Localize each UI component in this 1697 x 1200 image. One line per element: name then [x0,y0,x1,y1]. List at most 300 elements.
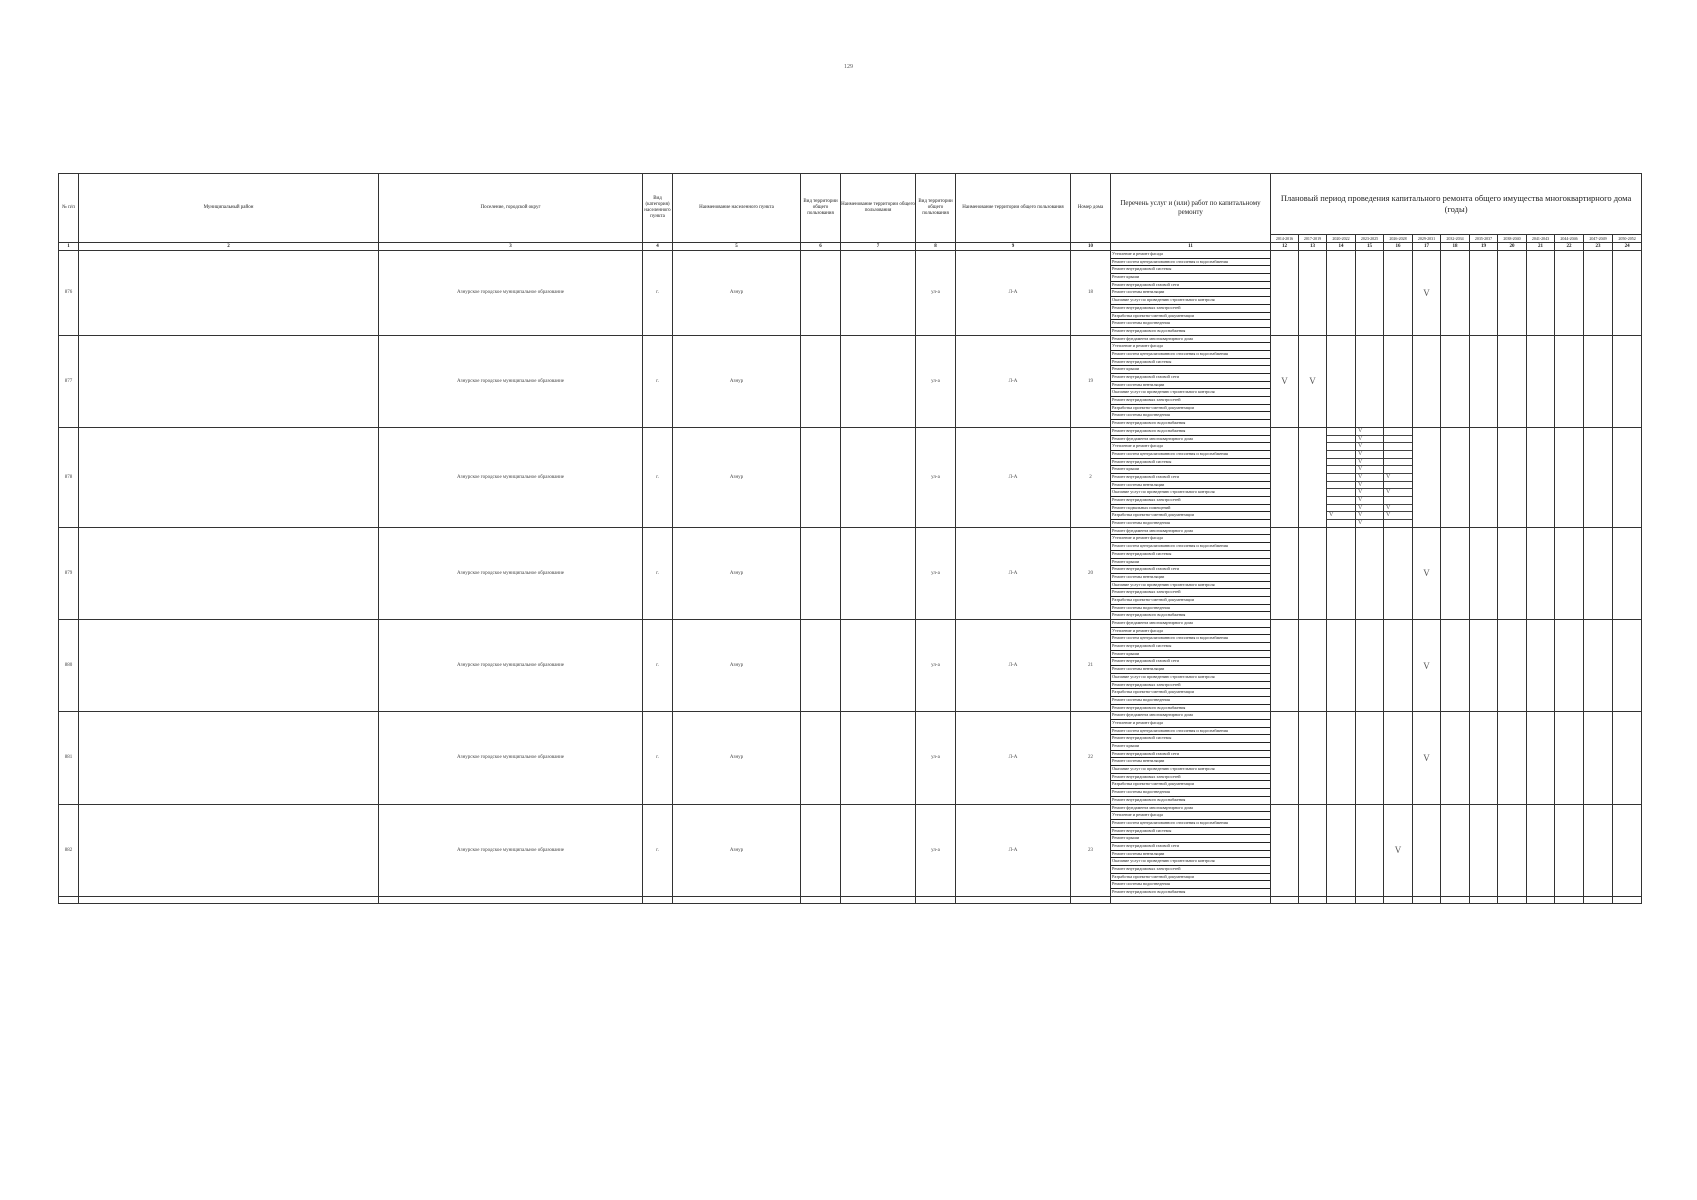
work-item: Ремонт внутридомовых электросетей [1111,774,1270,782]
plan-cell-23 [1584,335,1613,427]
year-header: 2020-2022 [1327,235,1356,243]
settlement-cell: Азнурское городское муниципальное образование [379,251,643,336]
work-item: Ремонт фундамента многоквартирного дома [1111,805,1270,813]
work-item: Утепление и ремонт фасада [1111,812,1270,820]
work-item: Ремонт крыши [1111,559,1270,567]
plan-cell-16: V [1384,804,1413,896]
plan-cell-18 [1441,335,1470,427]
work-item: Разработка проектно-сметной документации [1111,689,1270,697]
street-name-cell [841,620,916,712]
locality-cell: Азнур [673,427,801,527]
work-item: Разработка проектно-сметной документации [1111,313,1270,321]
header-works: Перечень услуг и (или) работ по капитальному ремонту [1111,174,1271,243]
plan-cell-21 [1527,804,1555,896]
works-cell [1111,712,1271,804]
settlement-cell: Азнурское городское муниципальное образование [379,804,643,896]
column-number: 13 [1299,243,1327,251]
plan-subcell [1327,443,1355,451]
street-type-2-cell: ул-а [916,804,956,896]
work-item: Оказание услуг по проведению строительного контроля [1111,674,1270,682]
column-number: 22 [1555,243,1584,251]
year-header: 2029-2031 [1413,235,1441,243]
plan-subcell [1327,428,1355,436]
plan-cell-21 [1527,620,1555,712]
work-item: Утепление и ремонт фасада [1111,443,1270,451]
street-type-cell [801,427,841,527]
plan-cell-19 [1470,335,1498,427]
work-item: Ремонт внутридомового водоснабжения [1112,796,1186,802]
settlement-cell: Азнурское городское муниципальное образование [379,335,643,427]
plan-subcell: V [1356,436,1383,444]
plan-subcell: V [1356,428,1383,436]
year-header: 2044-2046 [1555,235,1584,243]
plan-cell-24 [1613,251,1642,336]
plan-cell-18 [1441,804,1470,896]
plan-subcell: V [1384,512,1412,520]
work-item: Оказание услуг по проведению строительного контроля [1111,297,1270,305]
locality-type-cell: г. [643,251,673,336]
work-item: Ремонт систем централизованного отопления и водоснабжения [1111,820,1270,828]
plan-subcell: V [1356,512,1383,520]
year-header: 2038-2040 [1498,235,1527,243]
locality-cell: Азнур [673,251,801,336]
empty-cell [1356,896,1384,903]
plan-subcell [1327,520,1355,527]
work-item: Разработка проектно-сметной документации [1111,874,1270,882]
plan-cell-16 [1384,527,1413,619]
empty-cell [1384,896,1413,903]
plan-cell-17 [1413,335,1441,427]
plan-cell-15 [1356,712,1384,804]
plan-cell-20 [1498,804,1527,896]
table-row [59,527,1642,619]
street-name-cell [841,251,916,336]
column-number: 8 [916,243,956,251]
year-header: 2035-2037 [1470,235,1498,243]
street-name-2-cell: Л-А [956,335,1071,427]
plan-cell-24 [1613,427,1642,527]
plan-subcell [1384,466,1412,474]
plan-subcell: V [1384,489,1412,497]
work-item: Ремонт внутридомовых электросетей [1111,397,1270,405]
work-item: Ремонт внутридомовой газовой сети [1111,566,1270,574]
plan-cell-12 [1271,251,1299,336]
work-item: Ремонт крыши [1111,835,1270,843]
house-cell: 18 [1071,251,1111,336]
column-number: 20 [1498,243,1527,251]
plan-cell-20 [1498,712,1527,804]
street-name-2-cell: Л-А [956,620,1071,712]
work-item: Разработка проектно-сметной документации [1111,781,1270,789]
plan-cell-20 [1498,527,1527,619]
column-number: 11 [1111,243,1271,251]
work-item: Утепление и ремонт фасада [1111,343,1270,351]
district-cell [79,251,379,336]
row-number: 881 [59,712,79,804]
header-street-name: Наименование территории общего пользования [841,174,916,243]
plan-cell-19 [1470,712,1498,804]
row-number: 879 [59,527,79,619]
street-type-cell [801,804,841,896]
plan-cell-24 [1613,712,1642,804]
district-cell [79,427,379,527]
work-item: Ремонт внутридомовой системы [1111,266,1270,274]
year-header: 2023-2025 [1356,235,1384,243]
page-number: 129 [844,64,853,70]
street-name-2-cell: Л-А [956,527,1071,619]
plan-cell-14 [1327,527,1356,619]
year-header: 2026-2028 [1384,235,1413,243]
empty-cell [79,896,379,903]
work-item: Оказание услуг по проведению строительного контроля [1111,858,1270,866]
work-item: Ремонт системы водоотведения [1111,320,1270,328]
work-item: Ремонт внутридомовых электросетей [1111,682,1270,690]
work-item: Утепление и ремонт фасада [1111,535,1270,543]
plan-cell-14 [1327,620,1356,712]
works-cell [1111,251,1271,336]
empty-cell [1271,896,1299,903]
plan-subcell [1327,459,1355,467]
work-item: Оказание услуг по проведению строительного контроля [1111,766,1270,774]
plan-subcell: V [1356,505,1383,513]
plan-cell-16 [1384,427,1413,527]
plan-subcell: V [1356,466,1383,474]
work-item: Ремонт системы вентиляции [1111,574,1270,582]
plan-cell-17: V [1413,527,1441,619]
work-item: Ремонт системы водоотведения [1111,605,1270,613]
plan-cell-17: V [1413,712,1441,804]
plan-cell-12: V [1271,335,1299,427]
header-district: Муниципальный район [79,174,379,243]
header-street-type-2: Вид территории общего пользования [916,174,956,243]
house-cell: 2 [1071,427,1111,527]
work-item: Ремонт систем централизованного отопления и водоснабжения [1111,728,1270,736]
settlement-cell: Азнурское городское муниципальное образование [379,527,643,619]
plan-cell-21 [1527,427,1555,527]
street-name-cell [841,527,916,619]
locality-type-cell: г. [643,712,673,804]
plan-cell-12 [1271,712,1299,804]
work-item: Ремонт внутридомовых электросетей [1111,497,1270,505]
empty-cell [643,896,673,903]
district-cell [79,527,379,619]
plan-subcell [1384,451,1412,459]
work-item: Ремонт фундамента многоквартирного дома [1111,436,1270,444]
plan-cell-13 [1299,620,1327,712]
empty-cell [916,896,956,903]
plan-cell-23 [1584,712,1613,804]
plan-subcell [1327,497,1355,505]
plan-subcell: V [1356,459,1383,467]
empty-cell [1498,896,1527,903]
column-number: 23 [1584,243,1613,251]
plan-cell-23 [1584,251,1613,336]
column-number: 1 [59,243,79,251]
work-item: Ремонт крыши [1111,274,1270,282]
header-row [59,174,1642,235]
plan-cell-17: V [1413,251,1441,336]
work-item: Ремонт внутридомовых электросетей [1111,589,1270,597]
locality-type-cell: г. [643,335,673,427]
settlement-cell: Азнурское городское муниципальное образование [379,712,643,804]
plan-cell-23 [1584,427,1613,527]
work-item: Ремонт фундамента многоквартирного дома [1111,712,1270,720]
plan-cell-18 [1441,527,1470,619]
header-locality-type: Вид (категория) населенного пункта [643,174,673,243]
work-item: Ремонт внутридомовой системы [1111,459,1270,467]
year-header: 2032-2034 [1441,235,1470,243]
plan-subcell [1384,443,1412,451]
column-number: 10 [1071,243,1111,251]
empty-cell [841,896,916,903]
street-type-cell [801,620,841,712]
plan-cell-15 [1356,427,1384,527]
plan-cell-15 [1356,804,1384,896]
street-name-cell [841,427,916,527]
plan-cell-21 [1527,712,1555,804]
table-row-continued [59,896,1642,903]
street-type-2-cell: ул-а [916,251,956,336]
plan-cell-17: V [1413,620,1441,712]
settlement-cell: Азнурское городское муниципальное образование [379,620,643,712]
empty-cell [1584,896,1613,903]
empty-cell [673,896,801,903]
plan-cell-16 [1384,620,1413,712]
plan-cell-15 [1356,335,1384,427]
plan-cell-14 [1327,804,1356,896]
work-item: Ремонт систем централизованного отопления и водоснабжения [1111,451,1270,459]
column-number: 7 [841,243,916,251]
work-item: Ремонт системы вентиляции [1111,666,1270,674]
work-item: Ремонт внутридомовой газовой сети [1111,282,1270,290]
work-item: Ремонт крыши [1111,743,1270,751]
work-item: Ремонт внутридомового водоснабжения [1112,889,1186,895]
column-number: 14 [1327,243,1356,251]
work-item: Ремонт внутридомовой системы [1111,643,1270,651]
work-item: Утепление и ремонт фасада [1111,251,1270,259]
column-number: 15 [1356,243,1384,251]
settlement-cell: Азнурское городское муниципальное образование [379,427,643,527]
plan-cell-14 [1327,427,1356,527]
street-type-2-cell: ул-а [916,620,956,712]
table-row [59,620,1642,712]
plan-cell-19 [1470,620,1498,712]
plan-cell-22 [1555,527,1584,619]
header-street-name-2: Наименование территории общего пользования [956,174,1071,243]
plan-subcell: V [1356,482,1383,490]
plan-cell-16 [1384,251,1413,336]
column-number: 16 [1384,243,1413,251]
year-header: 2047-2049 [1584,235,1613,243]
empty-cell [801,896,841,903]
work-item: Разработка проектно-сметной документации [1111,512,1270,520]
plan-cell-19 [1470,251,1498,336]
house-cell: 22 [1071,712,1111,804]
column-number: 9 [956,243,1071,251]
header-settlement: Поселение, городской округ [379,174,643,243]
plan-cell-22 [1555,712,1584,804]
plan-cell-20 [1498,335,1527,427]
plan-subcell: V [1356,489,1383,497]
column-number: 18 [1441,243,1470,251]
locality-cell: Азнур [673,527,801,619]
work-item: Оказание услуг по проведению строительного контроля [1111,582,1270,590]
work-item: Оказание услуг по проведению строительного контроля [1111,389,1270,397]
work-item: Ремонт системы водоотведения [1112,520,1170,526]
plan-subcell [1327,451,1355,459]
locality-cell: Азнур [673,620,801,712]
work-item: Ремонт внутридомовой системы [1111,551,1270,559]
work-item: Ремонт внутридомовой системы [1111,359,1270,367]
plan-cell-12 [1271,427,1299,527]
plan-cell-16 [1384,712,1413,804]
street-name-cell [841,335,916,427]
work-item: Ремонт внутридомового водоснабжения [1112,327,1186,333]
street-type-cell [801,251,841,336]
work-item: Ремонт внутридомовых электросетей [1111,866,1270,874]
empty-cell [59,896,79,903]
work-item: Ремонт системы водоотведения [1111,881,1270,889]
work-item: Ремонт системы водоотведения [1111,789,1270,797]
plan-cell-14 [1327,251,1356,336]
plan-cell-22 [1555,335,1584,427]
row-number: 878 [59,427,79,527]
work-item: Ремонт внутридомового водоснабжения [1112,612,1186,618]
plan-cell-22 [1555,251,1584,336]
plan-cell-15 [1356,527,1384,619]
work-item: Ремонт фундамента многоквартирного дома [1111,336,1270,344]
work-item: Ремонт крыши [1111,651,1270,659]
empty-cell [1470,896,1498,903]
house-cell: 20 [1071,527,1111,619]
plan-subcell [1384,482,1412,490]
plan-subcell [1384,459,1412,467]
work-item: Утепление и ремонт фасада [1111,720,1270,728]
works-cell [1111,804,1271,896]
year-header: 2017-2019 [1299,235,1327,243]
plan-cell-22 [1555,620,1584,712]
plan-cell-17 [1413,427,1441,527]
empty-cell [1527,896,1555,903]
street-name-cell [841,804,916,896]
works-cell [1111,527,1271,619]
plan-subcell [1327,474,1355,482]
empty-cell [1071,896,1111,903]
row-number: 880 [59,620,79,712]
column-number: 2 [79,243,379,251]
plan-cell-14 [1327,712,1356,804]
plan-subcell [1327,466,1355,474]
capital-repair-table [58,173,1642,904]
district-cell [79,335,379,427]
plan-cell-17 [1413,804,1441,896]
plan-cell-15 [1356,251,1384,336]
work-item: Ремонт крыши [1111,466,1270,474]
plan-subcell: V [1356,497,1383,505]
work-item: Ремонт фундамента многоквартирного дома [1111,620,1270,628]
work-item: Ремонт систем централизованного отопления и водоснабжения [1111,635,1270,643]
street-name-2-cell: Л-А [956,712,1071,804]
plan-subcell: V [1356,443,1383,451]
plan-cell-13 [1299,804,1327,896]
column-number: 4 [643,243,673,251]
plan-cell-18 [1441,251,1470,336]
works-cell [1111,427,1271,527]
empty-cell [1441,896,1470,903]
plan-cell-12 [1271,620,1299,712]
street-name-cell [841,712,916,804]
work-item: Ремонт системы вентиляции [1111,758,1270,766]
work-item: Ремонт системы водоотведения [1111,697,1270,705]
plan-cell-21 [1527,335,1555,427]
work-item: Ремонт крыши [1111,366,1270,374]
plan-cell-13 [1299,527,1327,619]
plan-cell-24 [1613,620,1642,712]
work-item: Ремонт внутридомовой газовой сети [1111,751,1270,759]
column-number: 6 [801,243,841,251]
street-type-cell [801,335,841,427]
street-name-2-cell: Л-А [956,427,1071,527]
header-locality: Наименование населенного пункта [673,174,801,243]
plan-subcell [1327,489,1355,497]
plan-cell-24 [1613,527,1642,619]
year-header: 2041-2043 [1527,235,1555,243]
work-item: Ремонт внутридомового водоснабжения [1112,704,1186,710]
district-cell [79,804,379,896]
plan-cell-20 [1498,427,1527,527]
work-item: Ремонт системы вентиляции [1111,289,1270,297]
work-item: Оказание услуг по проведению строительного контроля [1111,489,1270,497]
plan-cell-23 [1584,804,1613,896]
column-number: 24 [1613,243,1642,251]
plan-cell-18 [1441,427,1470,527]
empty-cell [1299,896,1327,903]
plan-cell-15 [1356,620,1384,712]
work-item: Ремонт внутридомовой газовой сети [1111,374,1270,382]
row-number: 882 [59,804,79,896]
table-row [59,804,1642,896]
work-item: Ремонт системы водоотведения [1111,412,1270,420]
plan-cell-18 [1441,620,1470,712]
empty-cell [956,896,1071,903]
plan-cell-23 [1584,527,1613,619]
work-item: Ремонт систем централизованного отопления и водоснабжения [1111,351,1270,359]
plan-cell-13 [1299,712,1327,804]
plan-subcell: V [1384,505,1412,513]
plan-cell-12 [1271,527,1299,619]
work-item: Разработка проектно-сметной документации [1111,405,1270,413]
work-item: Ремонт системы вентиляции [1111,482,1270,490]
street-type-cell [801,712,841,804]
plan-subcell: V [1384,474,1412,482]
work-item: Ремонт систем централизованного отопления и водоснабжения [1111,543,1270,551]
street-name-2-cell: Л-А [956,251,1071,336]
plan-subcell [1327,436,1355,444]
street-name-2-cell: Л-А [956,804,1071,896]
plan-cell-14 [1327,335,1356,427]
plan-subcell [1327,482,1355,490]
street-type-2-cell: ул-а [916,335,956,427]
plan-cell-21 [1527,527,1555,619]
plan-cell-24 [1613,335,1642,427]
empty-cell [1413,896,1441,903]
locality-cell: Азнур [673,712,801,804]
plan-subcell: V [1356,474,1383,482]
work-item: Ремонт внутридомовой газовой сети [1111,474,1270,482]
work-item: Ремонт системы вентиляции [1111,382,1270,390]
plan-cell-22 [1555,427,1584,527]
locality-cell: Азнур [673,335,801,427]
